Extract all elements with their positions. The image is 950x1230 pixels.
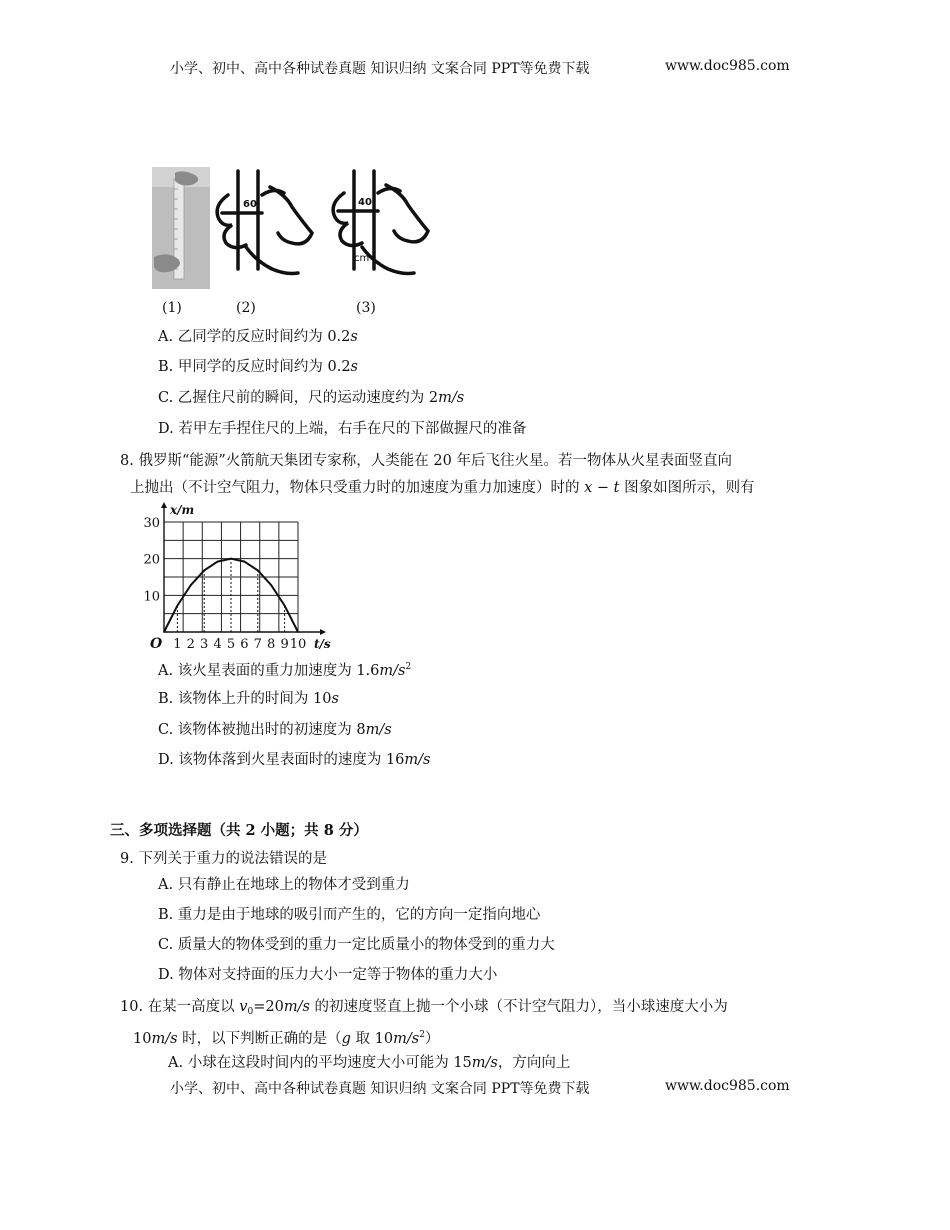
option-unit: m/s	[471, 1055, 498, 1071]
q8-option-d	[158, 750, 430, 770]
x-tick-label: 1	[173, 637, 182, 652]
data-point	[217, 561, 219, 563]
data-point	[284, 605, 286, 607]
q8-option-a	[158, 657, 411, 681]
q7-option-d: D. 若甲左手捏住尺的上端，右手在尺的下部做握尺的准备	[158, 421, 527, 437]
data-point	[244, 561, 246, 563]
option-unit: m/s	[365, 722, 392, 738]
option-label: A. 小球在这段时间内的平均速度大小可能为	[168, 1055, 454, 1071]
option-label: A. 乙同学的反应时间约为	[158, 329, 328, 345]
header-site[interactable]: www.doc985.com	[665, 58, 790, 74]
q8-xt-symbol: x − t	[584, 480, 620, 496]
q8-stem-line2	[130, 478, 755, 498]
q9-option-d: D. 物体对支持面的压力大小一定等于物体的重力大小	[158, 967, 498, 983]
q8-option-c	[158, 720, 392, 740]
q10-v-value: =20	[253, 999, 284, 1015]
q10-g-unit: m/s	[393, 1031, 420, 1047]
q9-option-c: C. 质量大的物体受到的重力一定比质量小的物体受到的重力大	[158, 937, 555, 953]
ruler-mark-40: 40	[358, 197, 372, 208]
data-point	[297, 631, 299, 633]
footer-site[interactable]: www.doc985.com	[665, 1078, 790, 1094]
option-value: 8	[356, 722, 366, 738]
q10-v-unit: m/s	[283, 999, 310, 1015]
q9-option-a: A. 只有静止在地球上的物体才受到重力	[158, 877, 410, 893]
option-exponent: 2	[405, 662, 412, 672]
x-tick-label: 3	[200, 637, 209, 652]
data-point	[257, 570, 259, 572]
q10-speed-unit: m/s	[151, 1031, 178, 1047]
figure-label-1: (1)	[162, 300, 182, 316]
q10-stem-line1	[120, 997, 728, 1022]
data-point	[270, 584, 272, 586]
y-axis-arrow	[161, 502, 167, 508]
ruler-unit-cm: cm	[354, 253, 370, 264]
x-tick-label: 5	[226, 637, 236, 652]
q10-text: 时，以下判断正确的是（	[177, 1031, 342, 1047]
y-tick-label: 30	[143, 516, 160, 531]
x-tick-label: 10	[289, 637, 307, 652]
option-label: A. 该火星表面的重力加速度为	[158, 663, 357, 679]
x-tick-label: 2	[186, 637, 195, 652]
q9-stem: 9. 下列关于重力的说法错误的是	[120, 851, 327, 867]
option-value: 2	[428, 390, 439, 406]
q9-option-b: B. 重力是由于地球的吸引而产生的，它的方向一定指向地心	[158, 907, 541, 923]
x-axis-label: t/s	[314, 637, 331, 651]
xt-chart	[140, 500, 340, 655]
option-label: ，方向向上	[497, 1055, 571, 1071]
data-point	[177, 605, 179, 607]
footer-left-text: 小学、初中、高中各种试卷真题 知识归纳 文案合同 PPT等免费下载	[170, 1081, 590, 1097]
ruler-photo	[152, 167, 210, 289]
option-unit: m/s	[404, 752, 431, 768]
q10-g-value: 10	[374, 1031, 394, 1047]
q8-option-b	[158, 689, 339, 709]
option-label: C. 乙握住尺前的瞬间，尺的运动速度约为	[158, 390, 429, 406]
q7-option-b	[158, 357, 358, 377]
header-left-text: 小学、初中、高中各种试卷真题 知识归纳 文案合同 PPT等免费下载	[170, 61, 590, 77]
data-point	[163, 631, 165, 633]
option-label: D. 该物体落到火星表面时的速度为	[158, 752, 386, 768]
q10-v-symbol: v	[239, 999, 248, 1015]
ruler-mark-60: 60	[243, 199, 257, 210]
figure-label-3: (3)	[356, 300, 376, 316]
x-tick-label: 6	[240, 637, 249, 652]
option-label: B. 甲同学的反应时间约为	[158, 359, 328, 375]
option-value: 0.2	[327, 359, 351, 375]
hand-drawing-60	[217, 171, 312, 274]
q8-years: 20	[433, 453, 452, 469]
figure-label-2: (2)	[236, 300, 256, 316]
q10-text: 取	[350, 1031, 375, 1047]
option-unit: m/s	[379, 663, 406, 679]
q10-stem-line2	[133, 1025, 439, 1049]
q10-g-exponent: 2	[419, 1030, 425, 1040]
data-point	[203, 570, 205, 572]
x-tick-label: 8	[267, 637, 276, 652]
x-tick-label: 9	[280, 637, 289, 652]
q7-option-a	[158, 327, 358, 347]
option-unit: s	[350, 359, 358, 375]
option-unit: m/s	[438, 390, 465, 406]
q8-stem-line1	[120, 451, 732, 471]
option-value: 0.2	[327, 329, 351, 345]
option-unit: s	[331, 691, 339, 707]
option-value: 10	[312, 691, 332, 707]
x-axis-arrow	[320, 629, 326, 635]
option-value: 15	[453, 1055, 472, 1071]
option-value: 1.6	[356, 663, 380, 679]
q8-text: 8. 俄罗斯“能源”火箭航天集团专家称，人类能在	[120, 453, 434, 469]
option-label: C. 该物体被抛出时的初速度为	[158, 722, 357, 738]
q10-text: ）	[424, 1031, 440, 1047]
q10-g-symbol: g	[341, 1031, 351, 1047]
reaction-ruler-figure	[150, 165, 450, 295]
q10-text: 的初速度竖直上抛一个小球（不计空气阻力），当小球速度大小为	[309, 999, 728, 1015]
y-axis-label: x/m	[170, 503, 195, 517]
q8-text: 年后飞往火星。若一物体从火星表面竖直向	[451, 453, 732, 469]
q10-text: 10. 在某一高度以	[120, 999, 240, 1015]
y-tick-label: 10	[143, 589, 160, 605]
q8-text: 图象如图所示，则有	[619, 480, 755, 496]
x-tick-label: 4	[213, 637, 222, 652]
q7-option-c	[158, 388, 464, 408]
q10-speed: 10	[133, 1031, 152, 1047]
hand-drawing-40	[333, 171, 428, 274]
origin-label: O	[150, 636, 163, 652]
option-value: 16	[385, 752, 405, 768]
q8-text: 上抛出（不计空气阻力，物体只受重力时的加速度为重力加速度）时的	[130, 480, 585, 496]
q10-v-subscript: 0	[247, 1007, 254, 1017]
data-point	[190, 584, 192, 586]
option-unit: s	[350, 329, 358, 345]
section-title: 三、多项选择题（共 2 小题；共 8 分）	[110, 822, 368, 839]
q10-option-a	[168, 1053, 570, 1073]
y-tick-label: 20	[143, 552, 160, 568]
x-tick-label: 7	[253, 637, 262, 652]
option-label: B. 该物体上升的时间为	[158, 691, 313, 707]
data-point	[230, 558, 232, 560]
